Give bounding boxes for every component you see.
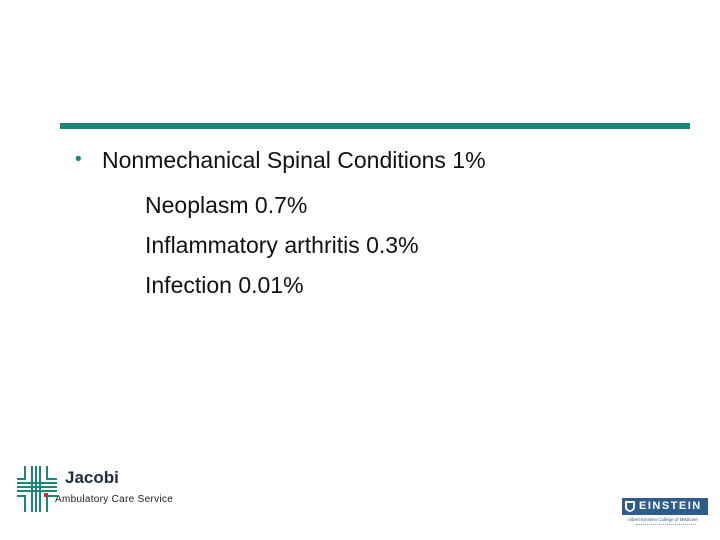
jacobi-cross-logo-icon (17, 466, 65, 512)
sub-item-neoplasm: Neoplasm 0.7% (145, 192, 308, 218)
einstein-wordmark: EINSTEIN (639, 500, 702, 512)
title-divider-rule (60, 123, 690, 129)
bullet-item-main (75, 145, 675, 175)
einstein-tagline-dots (636, 524, 696, 526)
bullet-marker: • (75, 149, 82, 170)
einstein-shield-icon (624, 500, 636, 513)
einstein-banner (622, 498, 708, 515)
sub-item-infection: Infection 0.01% (145, 272, 304, 298)
jacobi-name: Jacobi (65, 468, 119, 487)
einstein-logo (622, 498, 710, 528)
jacobi-subtitle: Ambulatory Care Service (55, 494, 174, 505)
slide-body (75, 145, 675, 305)
jacobi-logo (17, 466, 187, 512)
bullet-main-text: Nonmechanical Spinal Conditions 1% (102, 147, 486, 173)
einstein-subtitle: Albert Einstein College of Medicine (628, 517, 698, 522)
sub-bullet-list (75, 185, 675, 305)
sub-item-inflammatory-arthritis: Inflammatory arthritis 0.3% (145, 232, 419, 258)
